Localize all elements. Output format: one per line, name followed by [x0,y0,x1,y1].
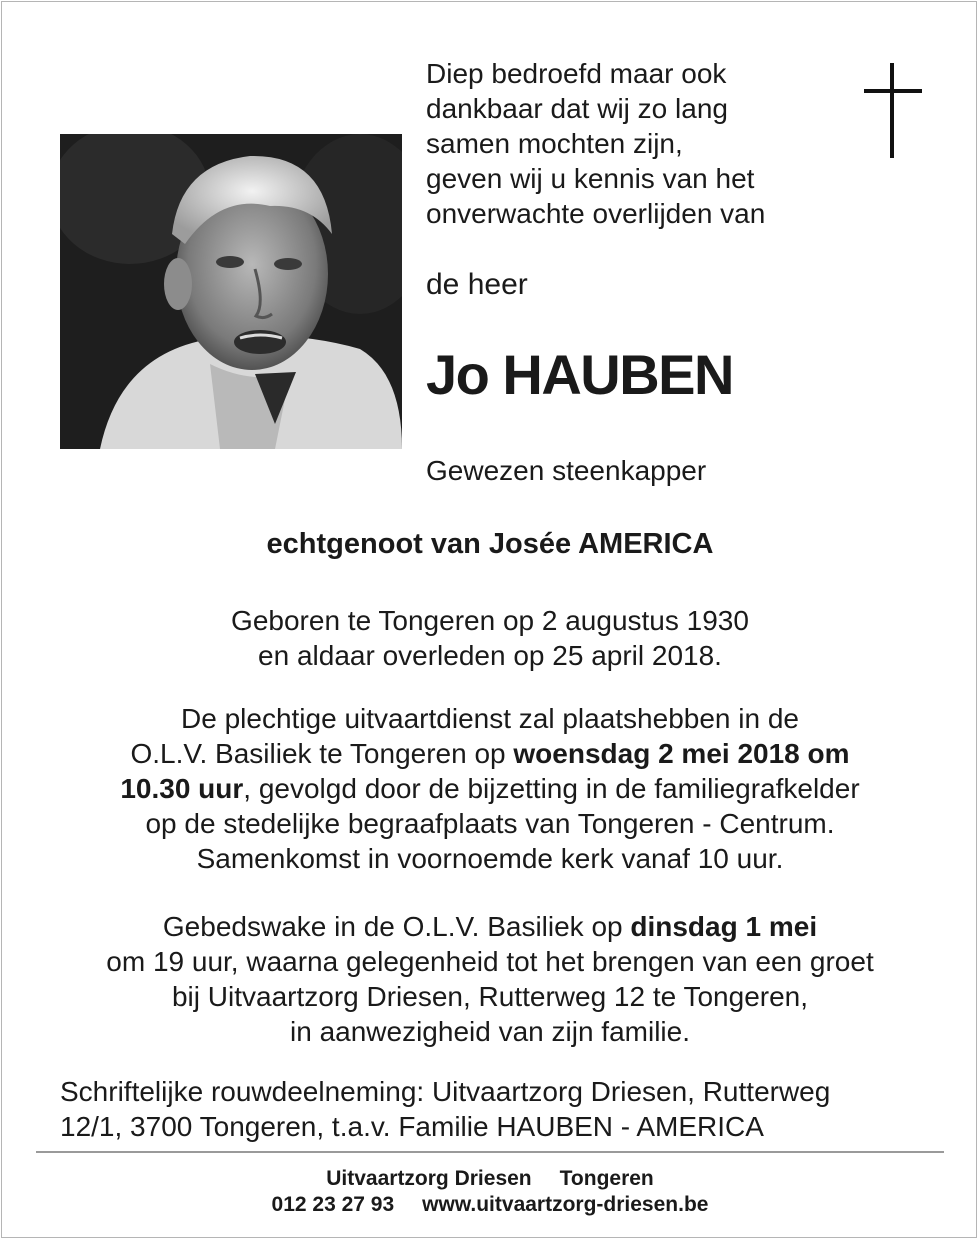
wake-date: dinsdag 1 mei [630,911,818,942]
footer-city: Tongeren [559,1167,654,1190]
condolence-paragraph [60,1074,830,1144]
footer-divider [36,1151,944,1153]
death-line: en aldaar overleden op 25 april 2018. [258,640,722,671]
spouse-line: echtgenoot van Josée AMERICA [266,528,714,560]
salutation: de heer [426,268,528,301]
funeral-date: woensdag 2 mei 2018 om [513,738,850,769]
intro-line: samen mochten zijn, [426,128,683,159]
occupation: Gewezen steenkapper [426,455,707,486]
footer-website[interactable]: www.uitvaartzorg-driesen.be [422,1193,709,1216]
birth-paragraph [20,603,960,673]
cross-icon [864,63,922,158]
intro-line: onverwachte overlijden van [426,198,766,229]
funeral-line: De plechtige uitvaartdienst zal plaatshebben in de [181,703,799,734]
footer-contact-line [20,1192,960,1218]
intro-line: Diep bedroefd maar ook [426,58,727,89]
funeral-line: op de stedelijke begraafplaats van Tongeren - Centrum. [145,808,835,839]
wake-line: bij Uitvaartzorg Driesen, Rutterweg 12 te Tongeren, [171,981,809,1012]
wake-line: om 19 uur, waarna gelegenheid tot het brengen van een groet [106,946,874,977]
funeral-time: 10.30 uur [120,773,244,804]
footer-phone: 012 23 27 93 [271,1193,395,1216]
footer-company-line [20,1166,960,1192]
funeral-text: O.L.V. Basiliek te Tongeren op [130,738,514,769]
condolence-line: 12/1, 3700 Tongeren, t.a.v. Familie HAUBEN - AMERICA [60,1111,764,1142]
intro-text [426,56,846,231]
funeral-line: Samenkomst in voornoemde kerk vanaf 10 uur. [196,843,784,874]
wake-line: in aanwezigheid van zijn familie. [290,1016,690,1047]
portrait-photo [60,134,402,449]
wake-line [20,909,960,944]
funeral-text: , gevolgd door de bijzetting in de familiegrafkelder [243,773,860,804]
intro-line: dankbaar dat wij zo lang [426,93,728,124]
wake-text: Gebedswake in de O.L.V. Basiliek op [162,911,631,942]
funeral-line [20,736,960,771]
portrait-photo-illustration [60,134,402,449]
funeral-paragraph [20,701,960,876]
footer-company: Uitvaartzorg Driesen [326,1167,532,1190]
funeral-line [20,771,960,806]
birth-line: Geboren te Tongeren op 2 augustus 1930 [231,605,749,636]
intro-line: geven wij u kennis van het [426,163,755,194]
deceased-name: Jo HAUBEN [426,343,733,406]
condolence-line: Schriftelijke rouwdeelneming: Uitvaartzorg Driesen, Rutterweg [60,1076,831,1107]
wake-paragraph [20,909,960,1049]
